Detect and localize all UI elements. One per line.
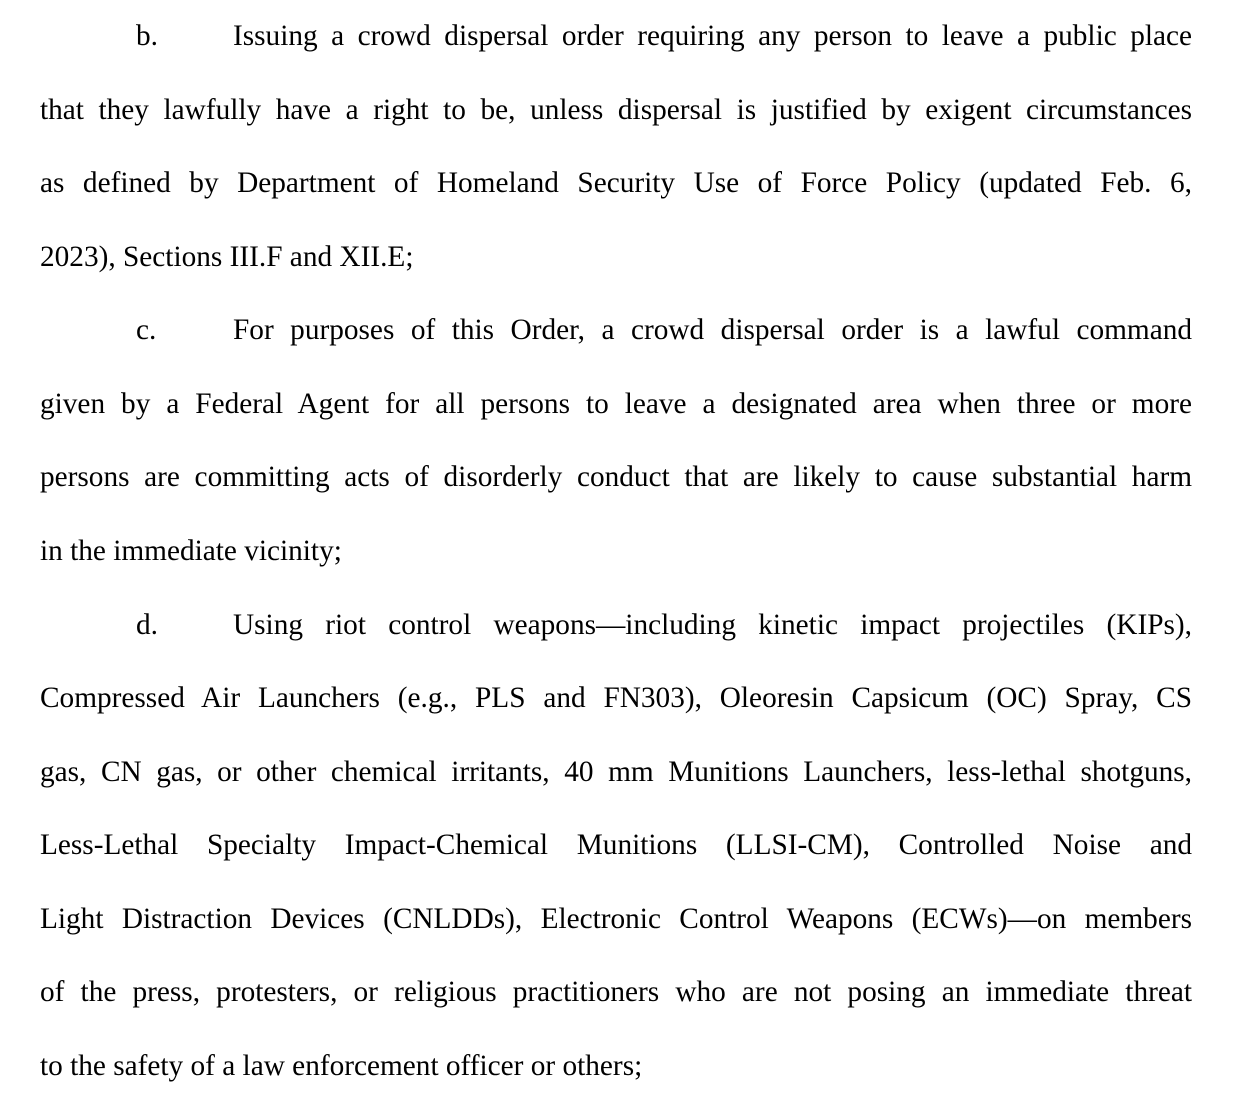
paragraph-first-line-text: Issuing a crowd dispersal order requiring any person to leave a public place: [233, 20, 1192, 52]
paragraph-first-line-text: For purposes of this Order, a crowd dispersal order is a lawful command: [233, 314, 1192, 347]
text-line: given by a Federal Agent for all persons to leave a designated area when three or more: [40, 387, 1192, 420]
text-line: that they lawfully have a right to be, unless dispersal is justified by exigent circumstances: [40, 93, 1192, 126]
text-line: 2023), Sections III.F and XII.E;: [40, 240, 414, 273]
text-line: as defined by Department of Homeland Security Use of Force Policy (updated Feb. 6,: [40, 167, 1192, 200]
text-line: to the safety of a law enforcement officer or others;: [40, 1049, 643, 1082]
text-line: Less-Lethal Specialty Impact-Chemical Munitions (LLSI-CM), Controlled Noise and: [40, 829, 1192, 862]
paragraph: [40, 0, 1192, 294]
paragraph: [40, 294, 1192, 588]
text-line: [40, 294, 1192, 368]
text-line: gas, CN gas, or other chemical irritants, 40 mm Munitions Launchers, less-lethal shotguns,: [40, 755, 1192, 788]
text-line: Light Distraction Devices (CNLDDs), Electronic Control Weapons (ECWs)—on members: [40, 902, 1192, 935]
paragraph-first-line-text: Using riot control weapons—including kinetic impact projectiles (KIPs),: [233, 608, 1192, 641]
text-line: Compressed Air Launchers (e.g., PLS and FN303), Oleoresin Capsicum (OC) Spray, CS: [40, 682, 1192, 715]
document-page: [40, 0, 1192, 1103]
paragraph: [40, 589, 1192, 1104]
text-line: persons are committing acts of disorderly conduct that are likely to cause substantial harm: [40, 461, 1192, 494]
paragraph-label: b.: [136, 20, 158, 52]
text-line: [40, 589, 1192, 663]
text-line: of the press, protesters, or religious practitioners who are not posing an immediate threat: [40, 976, 1192, 1009]
text-line: [40, 0, 1192, 74]
paragraph-label: d.: [136, 608, 158, 641]
paragraph-label: c.: [136, 314, 157, 347]
text-line: in the immediate vicinity;: [40, 534, 342, 567]
